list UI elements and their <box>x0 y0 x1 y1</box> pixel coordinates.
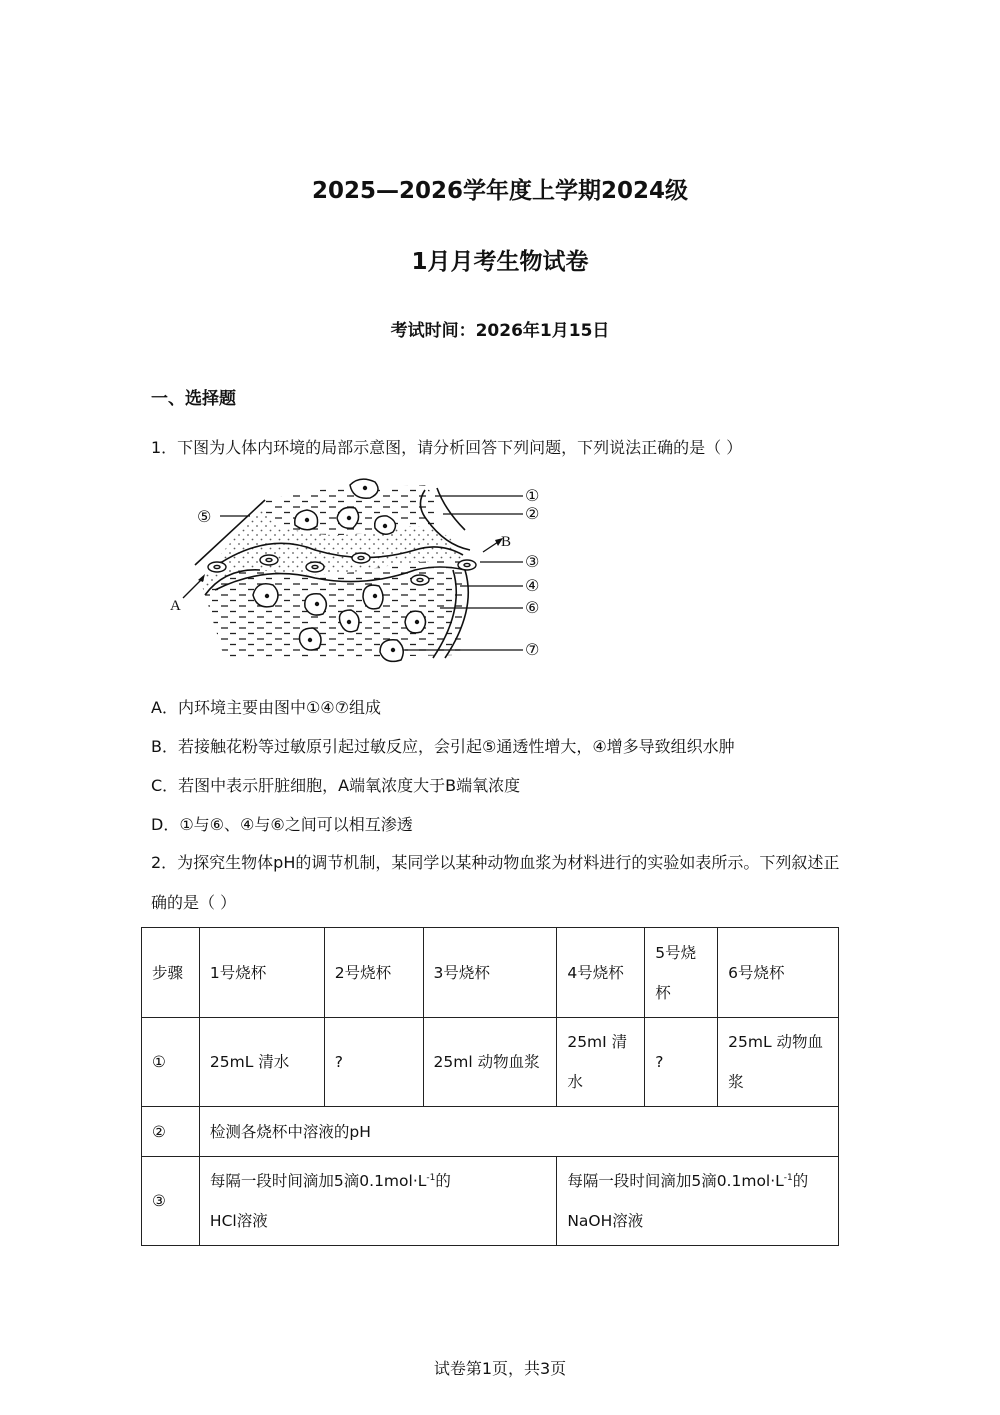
table-row <box>142 1107 839 1157</box>
table-cell: 25mI 清水 <box>557 1018 645 1107</box>
unit-superscript: -1 <box>783 1172 793 1183</box>
table-cell: ① <box>142 1018 200 1107</box>
table-cell <box>199 1157 556 1246</box>
label-b: B <box>501 534 512 550</box>
table-cell: 25mL 清水 <box>199 1018 324 1107</box>
table-header-row <box>142 928 839 1018</box>
table-cell: 2号烧杯 <box>324 928 423 1018</box>
table-cell: 3号烧杯 <box>423 928 557 1018</box>
naoh-instruction-a: 每隔一段时间滴加5滴0.1mol·L <box>567 1172 784 1190</box>
label-1: ① <box>525 486 540 505</box>
question-2-stem: 2．为探究生物体pH的调节机制，某同学以某种动物血浆为材料进行的实验如表所示。下列叙述正确的是（ ） <box>151 853 840 912</box>
unit-superscript: -1 <box>426 1172 436 1183</box>
exam-title-line1: 2025—2026学年度上学期2024级 <box>311 178 689 204</box>
table-row <box>142 1157 839 1246</box>
hcl-instruction-a: 每隔一段时间滴加5滴0.1mol·L <box>209 1172 427 1190</box>
question-1-stem: 1．下图为人体内环境的局部示意图，请分析回答下列问题，下列说法正确的是（ ） <box>151 438 743 457</box>
question-1-option-a: A．内环境主要由图中①④⑦组成 <box>151 698 381 717</box>
question-1-option-b: B．若接触花粉等过敏原引起过敏反应，会引起⑤通透性增大，④增多导致组织水肿 <box>151 737 735 756</box>
exam-title-line2: 1月月考生物试卷 <box>411 249 589 275</box>
section-title: 一、选择题 <box>151 389 236 409</box>
hcl-instruction-b: 的 <box>435 1172 451 1190</box>
exam-time: 考试时间：2026年1月15日 <box>390 321 610 341</box>
question-1-option-d: D．①与⑥、④与⑥之间可以相互渗透 <box>151 815 413 834</box>
internal-environment-diagram <box>165 470 565 670</box>
label-4: ④ <box>525 576 540 595</box>
table-cell: 1号烧杯 <box>199 928 324 1018</box>
table-cell: ② <box>142 1107 200 1157</box>
question-1-option-c: C．若图中表示肝脏细胞，A端氧浓度大于B端氧浓度 <box>151 776 521 795</box>
page-footer: 试卷第1页，共3页 <box>433 1359 567 1378</box>
table-cell: 6号烧杯 <box>718 928 839 1018</box>
naoh-instruction-b: 的 <box>792 1172 809 1190</box>
label-2: ② <box>525 504 540 523</box>
table-row <box>142 1018 839 1107</box>
table-cell: 4号烧杯 <box>557 928 645 1018</box>
table-cell: ? <box>324 1018 423 1107</box>
label-5: ⑤ <box>197 507 212 526</box>
table-cell: 5号烧杯 <box>645 928 718 1018</box>
hcl-solution: HCl溶液 <box>209 1212 268 1230</box>
label-3: ③ <box>525 552 540 571</box>
naoh-solution: NaOH溶液 <box>567 1212 644 1230</box>
table-cell: 步骤 <box>142 928 200 1018</box>
table-cell <box>557 1157 839 1246</box>
table-cell: ? <box>645 1018 718 1107</box>
label-a: A <box>170 598 181 614</box>
label-7: ⑦ <box>525 640 540 659</box>
label-6: ⑥ <box>525 598 540 617</box>
table-cell: 25ml 动物血浆 <box>423 1018 557 1107</box>
table-cell: 25mL 动物血浆 <box>718 1018 839 1107</box>
experiment-table <box>141 927 839 1246</box>
table-cell: ③ <box>142 1157 200 1246</box>
table-cell: 检测各烧杯中溶液的pH <box>199 1107 838 1157</box>
